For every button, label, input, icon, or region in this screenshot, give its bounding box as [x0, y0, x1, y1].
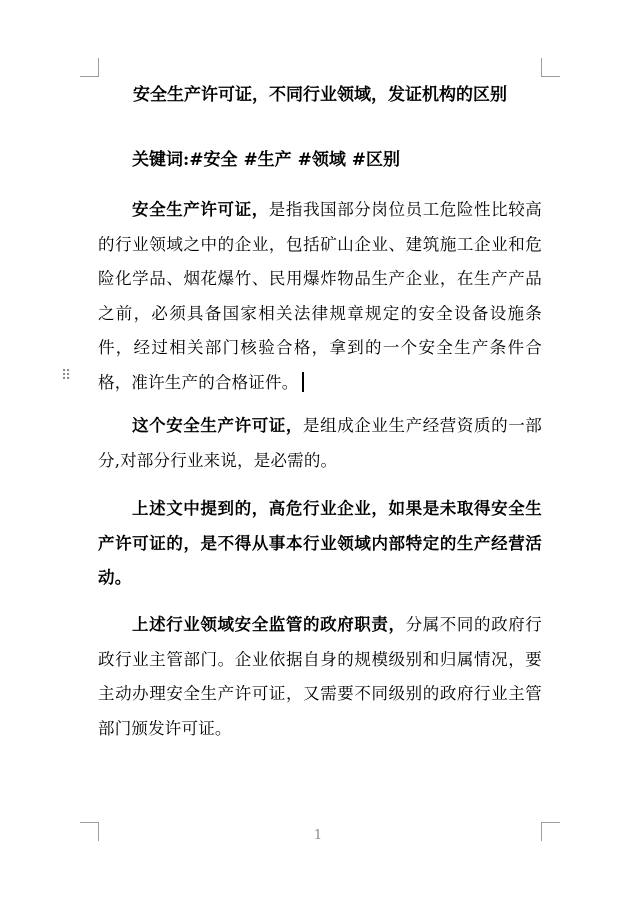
paragraph-1[interactable]	[98, 193, 542, 400]
paragraph-1-text: 是指我国部分岗位员工危险性比较高的行业领域之中的企业，包括矿山企业、建筑施工企业和危险化学品、烟花爆竹、民用爆炸物品生产企业，在生产产品之前，必须具备国家相关法律规章规定的安全设备设施条件，经过相关部门核验合格，拿到的一个安全生产条件合格，准许生产的合格证件。	[98, 200, 542, 392]
document-title[interactable]: 安全生产许可证，不同行业领域，发证机构的区别	[133, 85, 507, 105]
paragraph-2-text: 是组成企业生产经营资质的一部分,对部分行业来说，是必需的。	[98, 416, 542, 470]
paragraph-2-lead: 这个安全生产许可证，	[132, 416, 303, 435]
paragraph-4-lead: 上述行业领域安全监管的政府职责，	[132, 615, 406, 634]
crop-mark-top-right	[541, 58, 560, 77]
drag-handle-icon[interactable]: ⠿	[61, 368, 72, 384]
paragraph-2[interactable]	[98, 409, 542, 478]
text-cursor	[302, 372, 304, 392]
paragraph-3-lead: 上述文中提到的，高危行业企业，如果是未取得安全生产许可证的，是不得从事本行业领域内部特定的生产经营活动。	[98, 499, 542, 587]
page-number: 1	[313, 828, 323, 843]
keywords-line[interactable]: 关键词:#安全 #生产 #领域 #区别	[132, 150, 401, 170]
crop-mark-top-left	[80, 58, 99, 77]
paragraph-1-lead: 安全生产许可证，	[132, 200, 269, 219]
paragraph-4[interactable]	[98, 608, 542, 746]
paragraph-4-text: 分属不同的政府行政行业主管部门。企业依据自身的规模级别和归属情况，要主动办理安全生产许可证，又需要不同级别的政府行业主管部门颁发许可证。	[98, 615, 542, 738]
paragraph-3[interactable]	[98, 492, 542, 596]
